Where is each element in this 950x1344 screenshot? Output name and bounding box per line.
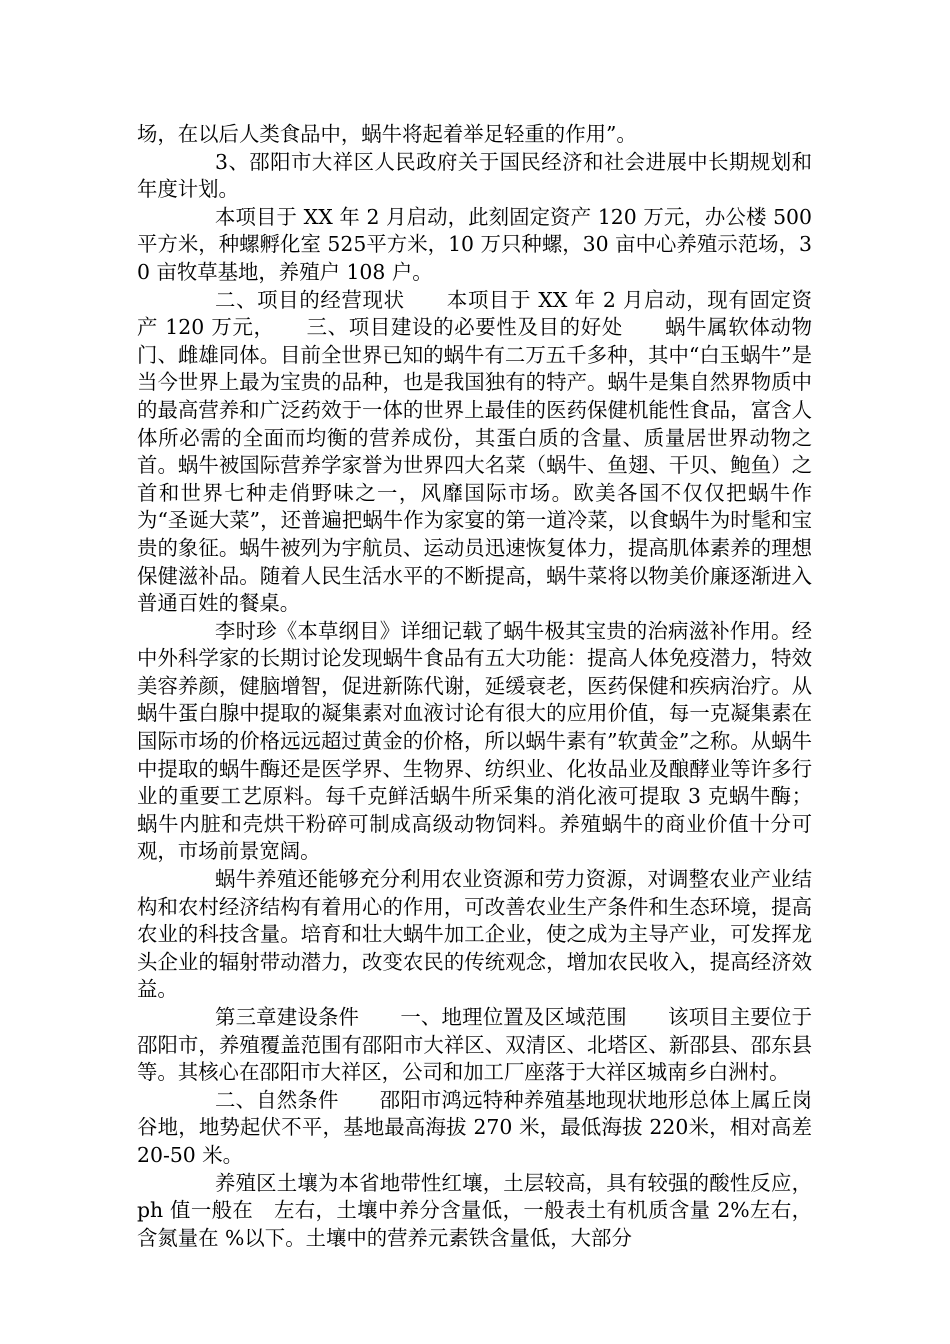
paragraph: 二、自然条件 邵阳市鸿远特种养殖基地现状地形总体上属丘岗谷地，地势起伏不平，基地最高海拔 270 米，最低海拔 220米，相对高差 20-50 米。 [137,1087,812,1167]
paragraph: 养殖区土壤为本省地带性红壤，土层较高，具有较强的酸性反应，ph 值一般在 左右，土壤中养分含量低，一般表土有机质含量 2%左右，含氮量在 %以下。土壤中的营养元素铁含量低，大部分 [137,1170,812,1250]
paragraph: 3、邵阳市大祥区人民政府关于国民经济和社会进展中长期规划和年度计划。 [137,149,812,202]
paragraph: 本项目于 XX 年 2 月启动，此刻固定资产 120 万元，办公楼 500 平方米，种螺孵化室 525平方米，10 万只种螺，30 亩中心养殖示范场，30 亩牧草基地，养殖户 108 户。 [137,204,812,284]
paragraph: 场，在以后人类食品中，蜗牛将起着举足轻重的作用”。 [137,122,637,146]
paragraph: 李时珍《本草纲目》详细记载了蜗牛极其宝贵的治病滋补作用。经中外科学家的长期讨论发现蜗牛食品有五大功能：提高人体免疫潜力，特效美容养颜，健脑增智，促进新陈代谢，延缓衰老，医药保健和疾病治疗。从蜗牛蛋白腺中提取的凝集素对血液讨论有很大的应用价值，每一克凝集素在国际市场的价格远远超过黄金的价格，所以蜗牛素有”软黄金”之称。从蜗牛中提取的蜗牛酶还是医学界、生物界、纺织业、化妆品业及酿酵业等许多行业的重要工艺原料。每千克鲜活蜗牛所采集的消化液可提取 3 克蜗牛酶；蜗牛内脏和壳烘干粉碎可制成高级动物饲料。养殖蜗牛的商业价值十分可观，市场前景宽阔。 [137,618,812,864]
paragraph: 二、项目的经营现状 本项目于 XX 年 2 月启动，现有固定资产 120 万元， 三、项目建设的必要性及目的好处 蜗牛属软体动物门、雌雄同体。目前全世界已知的蜗牛有二万五千多种，其中“白玉蜗牛”是当今世界上最为宝贵的品种，也是我国独有的特产。蜗牛是集自然界物质中的最高营养和广泛药效于一体的世界上最佳的医药保健机能性食品，富含人体所必需的全面而均衡的营养成份，其蛋白质的含量、质量居世界动物之首。蜗牛被国际营养学家誉为世界四大名菜（蜗牛、鱼翅、干贝、鲍鱼）之首和世界七种走俏野味之一，风靡国际市场。欧美各国不仅仅把蜗牛作为“圣诞大菜”，还普遍把蜗牛作为家宴的第一道冷菜，以食蜗牛为时髦和宝贵的象征。蜗牛被列为宇航员、运动员迅速恢复体力，提高肌体素养的理想保健滋补品。随着人民生活水平的不断提高，蜗牛菜将以物美价廉逐渐进入普通百姓的餐桌。 [137,287,812,616]
paragraph: 蜗牛养殖还能够充分利用农业资源和劳力资源，对调整农业产业结构和农村经济结构有着用心的作用，可改善农业生产条件和生态环境，提高农业的科技含量。培育和壮大蜗牛加工企业，使之成为主导产业，可发挥龙头企业的辐射带动潜力，改变农民的传统观念，增加农民收入，提高经济效益。 [137,867,812,1002]
paragraph: 第三章建设条件 一、地理位置及区域范围 该项目主要位于邵阳市，养殖覆盖范围有邵阳市大祥区、双清区、北塔区、新邵县、邵东县等。其核心在邵阳市大祥区，公司和加工厂座落于大祥区城南乡白洲村。 [137,1005,812,1085]
document-body [137,121,812,1252]
